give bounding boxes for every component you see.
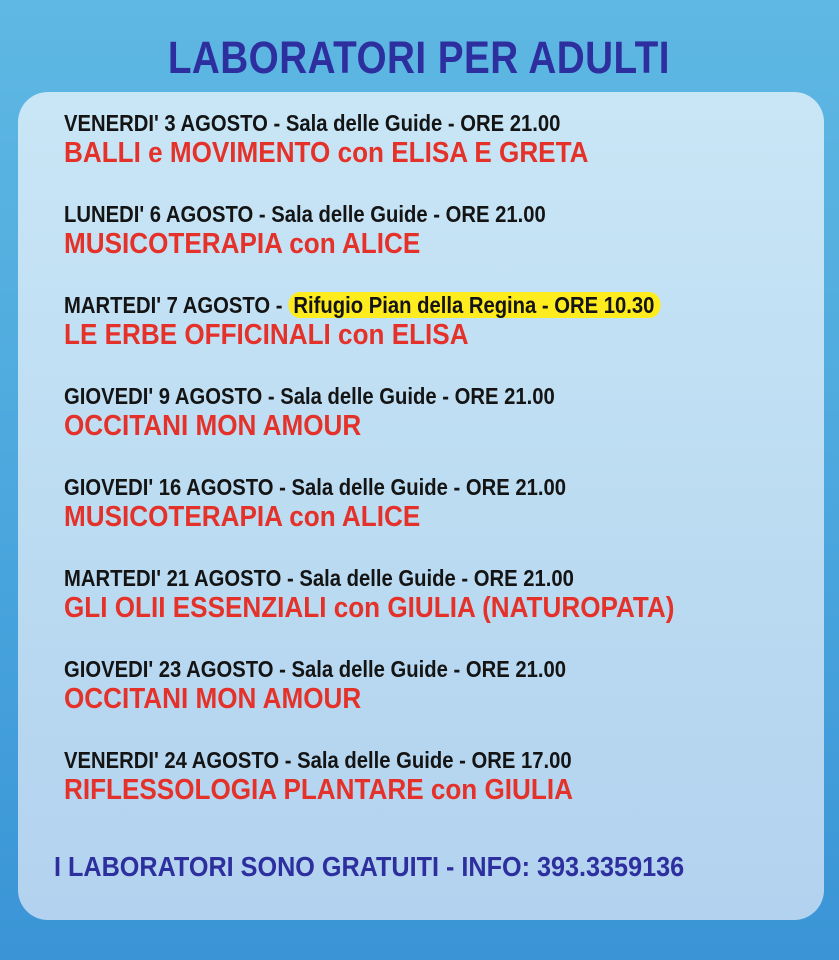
event-info [64,656,566,682]
event-date: GIOVEDI' 16 AGOSTO [64,474,274,500]
list-item [64,383,804,474]
event-separator: - [273,656,292,682]
event-title: MUSICOTERAPIA con ALICE [64,501,421,533]
list-item [64,656,804,747]
event-date: MARTEDI' 7 AGOSTO [64,292,271,318]
event-title: RIFLESSOLOGIA PLANTARE con GIULIA [64,774,573,806]
event-separator: - [270,292,289,318]
list-item [64,110,804,201]
event-title: LE ERBE OFFICINALI con ELISA [64,319,469,351]
events-list [64,110,804,838]
event-location: Sala delle Guide - ORE 17.00 [297,747,572,773]
event-title: BALLI e MOVIMENTO con ELISA E GRETA [64,137,589,169]
list-item [64,201,804,292]
list-item [64,747,804,838]
list-item [64,474,804,565]
event-info [64,383,555,409]
event-title: GLI OLII ESSENZIALI con GIULIA (NATUROPATA) [64,592,675,624]
event-title: MUSICOTERAPIA con ALICE [64,228,421,260]
event-location: Sala delle Guide - ORE 21.00 [271,201,546,227]
footer-info: I LABORATORI SONO GRATUITI - INFO: 393.3359136 [54,851,685,882]
event-info [64,565,574,591]
event-separator: - [273,474,292,500]
event-info [64,201,546,227]
event-location: Sala delle Guide - ORE 21.00 [291,656,566,682]
event-location: Sala delle Guide - ORE 21.00 [291,474,566,500]
event-location: Sala delle Guide - ORE 21.00 [285,110,561,136]
event-info [64,110,560,136]
event-info [64,747,572,773]
event-location: Sala delle Guide - ORE 21.00 [280,383,555,409]
list-item [64,565,804,656]
event-title: OCCITANI MON AMOUR [64,683,362,715]
event-location-highlighted: Rifugio Pian della Regina - ORE 10.30 [288,292,660,318]
event-separator: - [281,565,300,591]
event-separator: - [253,201,272,227]
event-date: MARTEDI' 21 AGOSTO [64,565,282,591]
event-separator: - [279,747,298,773]
event-separator: - [267,110,286,136]
page-title: LABORATORI PER ADULTI [167,32,670,83]
event-title: OCCITANI MON AMOUR [64,410,362,442]
event-date: LUNEDI' 6 AGOSTO [64,201,254,227]
event-date: VENERDI' 24 AGOSTO [64,747,280,773]
event-date: GIOVEDI' 23 AGOSTO [64,656,274,682]
event-date: GIOVEDI' 9 AGOSTO [64,383,263,409]
event-date: VENERDI' 3 AGOSTO [64,110,268,136]
list-item [64,292,804,383]
event-info [64,474,566,500]
event-location: Sala delle Guide - ORE 21.00 [299,565,574,591]
event-info [64,292,661,318]
event-separator: - [262,383,281,409]
